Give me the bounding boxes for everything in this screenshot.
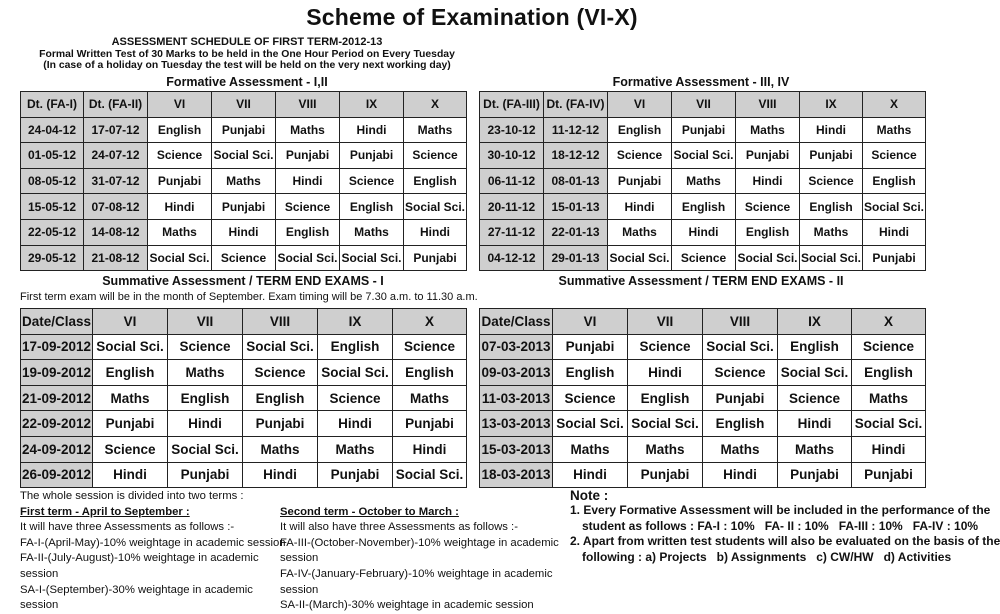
column-header: Dt. (FA-I) [21, 92, 84, 118]
column-header: IX [778, 309, 852, 335]
note-item: 2. Apart from written test students will also be evaluated on the basis of the [570, 534, 1000, 549]
second-term-line: It will also have three Assessments as follows :- [280, 521, 518, 534]
table-row [21, 462, 467, 488]
subject-cell: Science [404, 143, 467, 169]
date-cell: 08-01-13 [544, 168, 608, 194]
column-header: VII [168, 309, 243, 335]
subject-cell: Punjabi [168, 462, 243, 488]
subject-cell: English [672, 194, 736, 220]
subject-cell: Punjabi [276, 143, 340, 169]
subject-cell: Social Sci. [863, 194, 926, 220]
date-cell: 21-09-2012 [21, 385, 93, 411]
subject-cell: Punjabi [852, 462, 926, 488]
table-row [480, 462, 926, 488]
header-row [480, 309, 926, 335]
subject-cell: Social Sci. [148, 245, 212, 271]
date-cell: 15-03-2013 [480, 436, 553, 462]
subject-cell: Punjabi [243, 411, 318, 437]
column-header: Dt. (FA-III) [480, 92, 544, 118]
subject-cell: English [276, 219, 340, 245]
column-header: VII [672, 92, 736, 118]
date-cell: 24-09-2012 [21, 436, 93, 462]
subject-cell: Punjabi [863, 245, 926, 271]
subject-cell: Maths [778, 436, 852, 462]
subject-cell: Maths [340, 219, 404, 245]
subject-cell: English [736, 219, 800, 245]
subject-cell: Science [608, 143, 672, 169]
column-header: VIII [243, 309, 318, 335]
fa1-title: Formative Assessment - I,II [166, 75, 328, 89]
subject-cell: Hindi [703, 462, 778, 488]
subject-cell: Science [628, 334, 703, 360]
second-term-heading: Second term - October to March : [280, 505, 459, 518]
date-cell: 31-07-12 [84, 168, 148, 194]
subject-cell: Science [318, 385, 393, 411]
subject-cell: Science [340, 168, 404, 194]
subject-cell: Hindi [628, 360, 703, 386]
column-header: IX [318, 309, 393, 335]
subject-cell: English [863, 168, 926, 194]
note-block [570, 488, 1000, 565]
subject-cell: Punjabi [318, 462, 393, 488]
table-row [21, 360, 467, 386]
subject-cell: Hindi [318, 411, 393, 437]
subject-cell: Science [393, 334, 467, 360]
column-header: VI [93, 309, 168, 335]
date-cell: 01-05-12 [21, 143, 84, 169]
subject-cell: Hindi [340, 117, 404, 143]
date-cell: 29-05-12 [21, 245, 84, 271]
date-cell: 19-09-2012 [21, 360, 93, 386]
subject-cell: English [778, 334, 852, 360]
subject-cell: Social Sci. [852, 411, 926, 437]
subject-cell: Social Sci. [276, 245, 340, 271]
schedule-holiday-note: (In case of a holiday on Tuesday the test will be held on the very next working day) [43, 60, 451, 71]
subject-cell: Social Sci. [212, 143, 276, 169]
date-cell: 13-03-2013 [480, 411, 553, 437]
subject-cell: Science [276, 194, 340, 220]
subject-cell: Science [212, 245, 276, 271]
date-cell: 22-01-13 [544, 219, 608, 245]
subject-cell: Hindi [93, 462, 168, 488]
subject-cell: Social Sci. [393, 462, 467, 488]
subject-cell: Punjabi [628, 462, 703, 488]
subject-cell: English [628, 385, 703, 411]
subject-cell: Maths [212, 168, 276, 194]
table-row [21, 411, 467, 437]
subject-cell: English [168, 385, 243, 411]
subject-cell: Hindi [168, 411, 243, 437]
subject-cell: Maths [703, 436, 778, 462]
subject-cell: Punjabi [212, 194, 276, 220]
subject-cell: Punjabi [778, 462, 852, 488]
subject-cell: Punjabi [393, 411, 467, 437]
subject-cell: Maths [736, 117, 800, 143]
subject-cell: Maths [608, 219, 672, 245]
subject-cell: Science [553, 385, 628, 411]
subject-cell: Social Sci. [553, 411, 628, 437]
fa2-table [479, 91, 926, 271]
subject-cell: Maths [628, 436, 703, 462]
subject-cell: Science [863, 143, 926, 169]
table-row [21, 436, 467, 462]
note-item: 1. Every Formative Assessment will be included in the performance of the [570, 503, 991, 518]
header-row [21, 92, 467, 118]
subject-cell: Punjabi [404, 245, 467, 271]
subject-cell: Science [800, 168, 863, 194]
table-row [480, 245, 926, 271]
subject-cell: Punjabi [608, 168, 672, 194]
subject-cell: Social Sci. [778, 360, 852, 386]
sa2-table [479, 308, 926, 488]
sa2-title: Summative Assessment / TERM END EXAMS - II [558, 274, 844, 288]
column-header: Dt. (FA-IV) [544, 92, 608, 118]
subject-cell: Social Sci. [340, 245, 404, 271]
subject-cell: Science [243, 360, 318, 386]
date-cell: 18-12-12 [544, 143, 608, 169]
subject-cell: Hindi [276, 168, 340, 194]
first-term-line: FA-I-(April-May)-10% weightage in academic session [20, 536, 286, 549]
subject-cell: Maths [672, 168, 736, 194]
subject-cell: Hindi [672, 219, 736, 245]
date-cell: 27-11-12 [480, 219, 544, 245]
subject-cell: Hindi [243, 462, 318, 488]
date-cell: 11-12-12 [544, 117, 608, 143]
subject-cell: Maths [553, 436, 628, 462]
subject-cell: Hindi [852, 436, 926, 462]
schedule-subtitle: Formal Written Test of 30 Marks to be held in the One Hour Period on Every Tuesday [39, 48, 455, 60]
column-header: VIII [276, 92, 340, 118]
date-cell: 24-07-12 [84, 143, 148, 169]
subject-cell: Maths [243, 436, 318, 462]
subject-cell: Social Sci. [168, 436, 243, 462]
date-cell: 14-08-12 [84, 219, 148, 245]
date-cell: 23-10-12 [480, 117, 544, 143]
column-header: X [852, 309, 926, 335]
subject-cell: Hindi [863, 219, 926, 245]
subject-cell: English [93, 360, 168, 386]
date-cell: 17-09-2012 [21, 334, 93, 360]
subject-cell: English [404, 168, 467, 194]
subject-cell: Science [736, 194, 800, 220]
second-term-line: FA-III-(October-November)-10% weightage in academic session [280, 536, 559, 565]
table-row [21, 245, 467, 271]
column-header: X [393, 309, 467, 335]
subject-cell: Punjabi [148, 168, 212, 194]
subject-cell: Punjabi [703, 385, 778, 411]
column-header: IX [800, 92, 863, 118]
subject-cell: Maths [93, 385, 168, 411]
date-cell: 18-03-2013 [480, 462, 553, 488]
subject-cell: Punjabi [553, 334, 628, 360]
subject-cell: Punjabi [212, 117, 276, 143]
subject-cell: English [703, 411, 778, 437]
date-cell: 29-01-13 [544, 245, 608, 271]
date-cell: 04-12-12 [480, 245, 544, 271]
column-header: VIII [736, 92, 800, 118]
column-header: Date/Class [21, 309, 93, 335]
column-header: Dt. (FA-II) [84, 92, 148, 118]
table-row [480, 117, 926, 143]
sa1-table [20, 308, 467, 488]
date-cell: 06-11-12 [480, 168, 544, 194]
note-item: student as follows : FA-I : 10% FA- II : 10% FA-III : 10% FA-IV : 10% [582, 518, 979, 533]
table-row [480, 194, 926, 220]
date-cell: 20-11-12 [480, 194, 544, 220]
subject-cell: Social Sci. [736, 245, 800, 271]
table-row [21, 117, 467, 143]
subject-cell: Social Sci. [672, 143, 736, 169]
subject-cell: Punjabi [340, 143, 404, 169]
table-row [21, 385, 467, 411]
date-cell: 24-04-12 [21, 117, 84, 143]
first-term-line: FA-II-(July-August)-10% weightage in academic session [20, 552, 259, 580]
first-term-heading: First term - April to September : [20, 505, 190, 518]
date-cell: 22-09-2012 [21, 411, 93, 437]
subject-cell: Science [778, 385, 852, 411]
subject-cell: Hindi [404, 219, 467, 245]
table-row [480, 168, 926, 194]
header-row [480, 92, 926, 118]
date-cell: 09-03-2013 [480, 360, 553, 386]
column-header: VI [608, 92, 672, 118]
subject-cell: Social Sci. [318, 360, 393, 386]
subject-cell: Social Sci. [404, 194, 467, 220]
table-row [480, 411, 926, 437]
subject-cell: Hindi [393, 436, 467, 462]
subject-cell: Maths [800, 219, 863, 245]
subject-cell: Social Sci. [800, 245, 863, 271]
first-term-line: It will have three Assessments as follows :- [20, 521, 235, 534]
table-row [21, 334, 467, 360]
subject-cell: Hindi [553, 462, 628, 488]
sa1-timing-note: First term exam will be in the month of September. Exam timing will be 7.30 a.m. to 11.30 a.m. [20, 291, 478, 303]
subject-cell: Maths [318, 436, 393, 462]
subject-cell: Maths [852, 385, 926, 411]
subject-cell: Punjabi [93, 411, 168, 437]
date-cell: 26-09-2012 [21, 462, 93, 488]
date-cell: 08-05-12 [21, 168, 84, 194]
note-item: following : a) Projects b) Assignments c) CW/HW d) Activities [582, 549, 952, 564]
schedule-header [14, 37, 480, 72]
subject-cell: Maths [168, 360, 243, 386]
subject-cell: English [148, 117, 212, 143]
subject-cell: Maths [393, 385, 467, 411]
column-header: VI [148, 92, 212, 118]
subject-cell: English [852, 360, 926, 386]
subject-cell: Maths [863, 117, 926, 143]
subject-cell: Hindi [778, 411, 852, 437]
table-row [480, 143, 926, 169]
schedule-title: ASSESSMENT SCHEDULE OF FIRST TERM-2012-13 [111, 36, 383, 48]
date-cell: 22-05-12 [21, 219, 84, 245]
date-cell: 15-05-12 [21, 194, 84, 220]
subject-cell: Maths [148, 219, 212, 245]
table-row [480, 436, 926, 462]
date-cell: 11-03-2013 [480, 385, 553, 411]
table-row [480, 219, 926, 245]
table-row [21, 143, 467, 169]
subject-cell: Social Sci. [608, 245, 672, 271]
column-header: X [863, 92, 926, 118]
column-header: Date/Class [480, 309, 553, 335]
column-header: IX [340, 92, 404, 118]
subject-cell: Punjabi [800, 143, 863, 169]
second-term-line: SA-II-(March)-30% weightage in academic session [280, 599, 534, 612]
column-header: VI [553, 309, 628, 335]
table-row [21, 194, 467, 220]
header-row [21, 309, 467, 335]
terms-intro: The whole session is divided into two terms : [20, 490, 244, 502]
subject-cell: English [608, 117, 672, 143]
terms-second-block [280, 505, 570, 614]
column-header: VII [628, 309, 703, 335]
subject-cell: Maths [276, 117, 340, 143]
subject-cell: English [553, 360, 628, 386]
subject-cell: Hindi [148, 194, 212, 220]
subject-cell: Social Sci. [703, 334, 778, 360]
column-header: VIII [703, 309, 778, 335]
table-row [480, 360, 926, 386]
table-row [480, 385, 926, 411]
subject-cell: Hindi [800, 117, 863, 143]
subject-cell: Punjabi [736, 143, 800, 169]
subject-cell: Social Sci. [628, 411, 703, 437]
column-header: VII [212, 92, 276, 118]
note-heading: Note : [570, 488, 609, 503]
subject-cell: Punjabi [672, 117, 736, 143]
subject-cell: Science [93, 436, 168, 462]
subject-cell: Social Sci. [243, 334, 318, 360]
table-row [480, 334, 926, 360]
subject-cell: English [800, 194, 863, 220]
subject-cell: Hindi [608, 194, 672, 220]
subject-cell: English [318, 334, 393, 360]
date-cell: 30-10-12 [480, 143, 544, 169]
date-cell: 15-01-13 [544, 194, 608, 220]
fa1-table [20, 91, 467, 271]
page-title: Scheme of Examination (VI-X) [306, 4, 638, 30]
table-row [21, 219, 467, 245]
fa2-title: Formative Assessment - III, IV [612, 75, 790, 89]
terms-first-block [20, 489, 290, 614]
subject-cell: Hindi [212, 219, 276, 245]
date-cell: 07-08-12 [84, 194, 148, 220]
subject-cell: Science [852, 334, 926, 360]
subject-cell: English [243, 385, 318, 411]
subject-cell: English [393, 360, 467, 386]
table-row [21, 168, 467, 194]
subject-cell: Social Sci. [93, 334, 168, 360]
sa1-title: Summative Assessment / TERM END EXAMS - I [102, 274, 384, 288]
subject-cell: Science [148, 143, 212, 169]
date-cell: 07-03-2013 [480, 334, 553, 360]
subject-cell: English [340, 194, 404, 220]
subject-cell: Hindi [736, 168, 800, 194]
column-header: X [404, 92, 467, 118]
subject-cell: Science [672, 245, 736, 271]
subject-cell: Science [168, 334, 243, 360]
second-term-line: FA-IV-(January-February)-10% weightage in academic session [280, 567, 553, 596]
subject-cell: Maths [404, 117, 467, 143]
first-term-line: SA-I-(September)-30% weightage in academic session [20, 583, 253, 612]
subject-cell: Science [703, 360, 778, 386]
date-cell: 21-08-12 [84, 245, 148, 271]
date-cell: 17-07-12 [84, 117, 148, 143]
